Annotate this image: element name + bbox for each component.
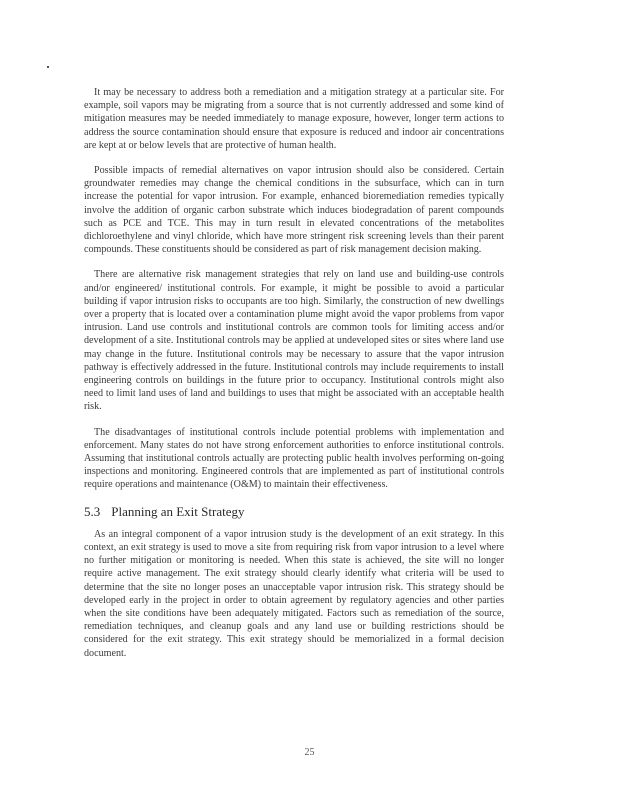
paragraph: The disadvantages of institutional controls include potential problems with implementation and enforcement. Many states do not have strong enforcement authorities to enforce institutional controls. Assuming that institutional controls actually are protecting public health involves performing on-going inspections and monitoring. Engineered controls that are implemented as part of institutional controls require operations and maintenance (O&M) to maintain their effectiveness. bbox=[84, 426, 504, 491]
paragraph: Possible impacts of remedial alternatives on vapor intrusion should also be considered. Certain groundwater remedies may change the chemical conditions in the subsurface, which can in turn increase the potential for vapor intrusion. For example, enhanced bioremediation remedies typically involve the addition of organic carbon substrate which induces biodegradation of parent compounds such as PCE and TCE. This may in turn result in elevated concentrations of the metabolites dichloroethylene and vinyl chloride, which have more stringent risk screening levels than their parent compounds. These constituents should be considered as part of risk management decision making. bbox=[84, 165, 504, 256]
section-heading bbox=[84, 504, 504, 520]
paragraph: It may be necessary to address both a remediation and a mitigation strategy at a particular site. For example, soil vapors may be migrating from a source that is not currently addressed and some kind of mitigation measures may be needed immediately to manage exposure, however, longer term actions to address the source contamination should ensure that exposure is reduced and indoor air concentrations are kept at or below levels that are protective of human health. bbox=[84, 87, 504, 151]
section-title: Planning an Exit Strategy bbox=[111, 503, 245, 519]
paragraph: As an integral component of a vapor intrusion study is the development of an exit strategy. In this context, an exit strategy is used to move a site from requiring risk from vapor intrusion to a level where no further mitigation or monitoring is needed. When this state is achieved, the site will no longer require active management. The exit strategy should clearly identify what criteria will be used to determine that the site no longer poses an unacceptable vapor intrusion risk. This strategy should be developed early in the project in order to obtain agreement by regulatory agencies and other parties when the site conditions have been adequately mitigated. Factors such as remediation of the source, remediation techniques, and cleanup goals and any land use or building restrictions should be considered for the exit strategy. This exit strategy should be memorialized in a formal decision document. bbox=[84, 528, 504, 659]
text-column bbox=[84, 86, 504, 672]
page-number: 25 bbox=[304, 747, 315, 758]
section-number: 5.3 bbox=[84, 503, 101, 519]
paragraph: There are alternative risk management strategies that rely on land use and building-use controls and/or engineered/ institutional controls. For example, it might be possible to avoid a particular building if vapor intrusion risks to occupants are too high. Similarly, the construction of new dwellings over a property that is located over a contamination plume might avoid the vapor problems from vapor intrusion. Land use controls and institutional controls are common tools for limiting access and/or development of a site. Institutional controls may be applied at undeveloped sites or sites where land use may change in the future. Institutional controls may be necessary to assure that the vapor intrusion pathway is effectively addressed in the future. Institutional controls may include requirements to install engineering controls on buildings in the future prior to occupancy. Institutional controls might also need to limit land uses of land and buildings to uses that might be associated with an acceptable health risk. bbox=[84, 269, 504, 413]
margin-mark bbox=[47, 66, 49, 68]
